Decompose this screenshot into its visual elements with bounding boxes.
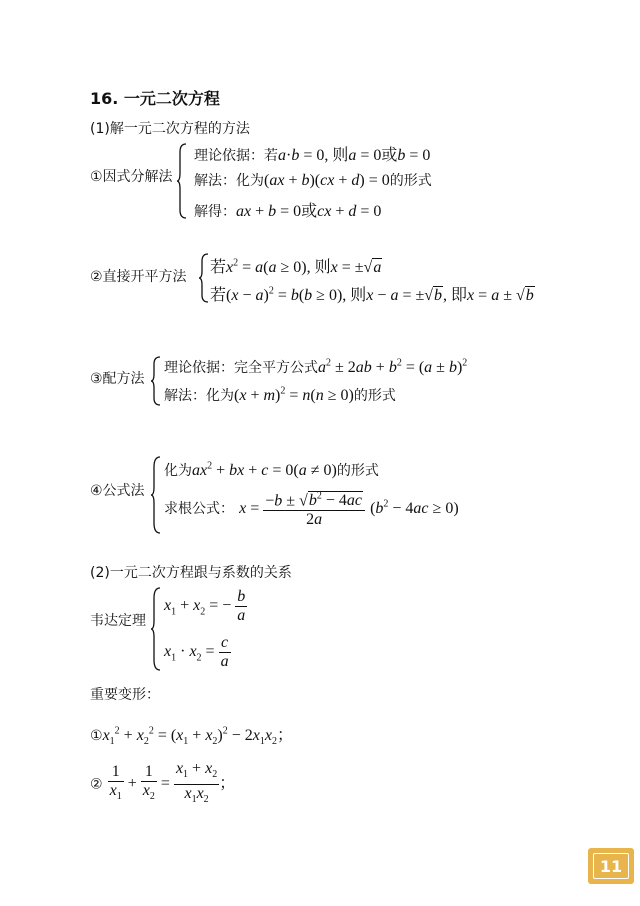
- page-number-badge: [588, 848, 634, 884]
- variations-title: 重要变形：: [90, 687, 160, 703]
- variation-1-math: $x_1^2 + x_2^2 = (x_1 + x_2)^2 - 2x_1x_2$；: [102, 725, 294, 748]
- factoring-line-2: [194, 170, 432, 190]
- discriminant-condition: $(b^2 - 4ac \ge 0)$: [370, 498, 459, 518]
- completing-line-2-text: 解法：化为: [164, 388, 234, 404]
- variation-1-label: ①: [90, 728, 103, 744]
- factoring-line-1: [194, 142, 430, 165]
- factoring-line-3-text: 解得：: [194, 204, 236, 220]
- section-heading: 16. 一元二次方程: [90, 89, 220, 108]
- completing-line-1-text: 理论依据：完全平方公式: [164, 360, 318, 376]
- formula-x-equals: x =: [239, 500, 264, 518]
- completing-line-2: [164, 385, 396, 405]
- factoring-line-3-math: ax + b = 0或cx + d = 0: [236, 203, 382, 220]
- formula-line-1: [164, 460, 379, 480]
- formula-line-1-tail: 的形式: [336, 463, 379, 479]
- vieta-sum: $x_1 + x_2$ = − $\frac{b}{a}$: [164, 588, 246, 624]
- formula-line-1-text: 化为: [164, 463, 192, 479]
- vieta-brace: [150, 586, 162, 672]
- formula-line-2-text: 求根公式：: [164, 501, 234, 518]
- completing-line-2-tail: 的形式: [353, 388, 396, 404]
- factoring-line-1-math: a·b = 0, 则a = 0或b = 0: [278, 147, 431, 164]
- vieta-product: $x_1 \cdot x_2$ = $\frac{c}{a}$: [164, 634, 229, 670]
- vieta-label: 韦达定理: [90, 613, 146, 629]
- factoring-line-2-tail: 的形式: [389, 173, 432, 189]
- completing-line-1: [164, 357, 467, 377]
- variation-2-math: $\frac{1}{x_1}$ + $\frac{1}{x_2}$ = $\frac{x_1 + x_2}{x_1x_2}$ ；: [109, 760, 236, 806]
- sqrt-method-line-1: 若$x^2 = a(a \ge 0)$, 则x = ±√a: [210, 257, 382, 276]
- page-number: 11: [593, 853, 629, 879]
- factoring-line-2-text: 解法：化为: [194, 173, 264, 189]
- formula-brace: [150, 455, 162, 535]
- variation-1: [90, 722, 293, 747]
- sqrt-method-line-2: 若$(x - a)^2 = b(b \ge 0)$, 则x − a = ±√b, 即x = a ± √b: [210, 285, 534, 304]
- variation-2: [90, 760, 235, 809]
- completing-brace: [150, 355, 162, 407]
- completing-line-1-math: $a^2 \pm 2ab + b^2 = (a \pm b)^2$: [318, 357, 468, 376]
- quadratic-formula-fraction: $\frac{-b \pm √b^2 - 4ac}{2a}$: [263, 488, 365, 529]
- factoring-line-2-math: (ax + b)(cx + d) = 0: [264, 172, 390, 189]
- completing-line-2-math: $(x + m)^2 = n(n \ge 0)$: [234, 385, 354, 404]
- formula-line-1-math: $ax^2$ + bx + c = 0(a ≠ 0): [192, 460, 337, 479]
- variation-2-label: ②: [90, 776, 103, 793]
- factoring-label: ①因式分解法: [90, 169, 173, 185]
- completing-label: ③配方法: [90, 371, 145, 387]
- sqrt-method-brace: [198, 252, 210, 304]
- formula-line-2: [164, 488, 459, 529]
- factoring-brace: [176, 142, 188, 220]
- sqrt-method-label: ②直接开平方法: [90, 269, 187, 285]
- factoring-line-3: [194, 198, 381, 221]
- part1-title: (1)解一元二次方程的方法: [90, 121, 250, 137]
- formula-label: ④公式法: [90, 483, 145, 499]
- factoring-line-1-text: 理论依据：若: [194, 148, 278, 164]
- part2-title: (2)一元二次方程跟与系数的关系: [90, 565, 292, 581]
